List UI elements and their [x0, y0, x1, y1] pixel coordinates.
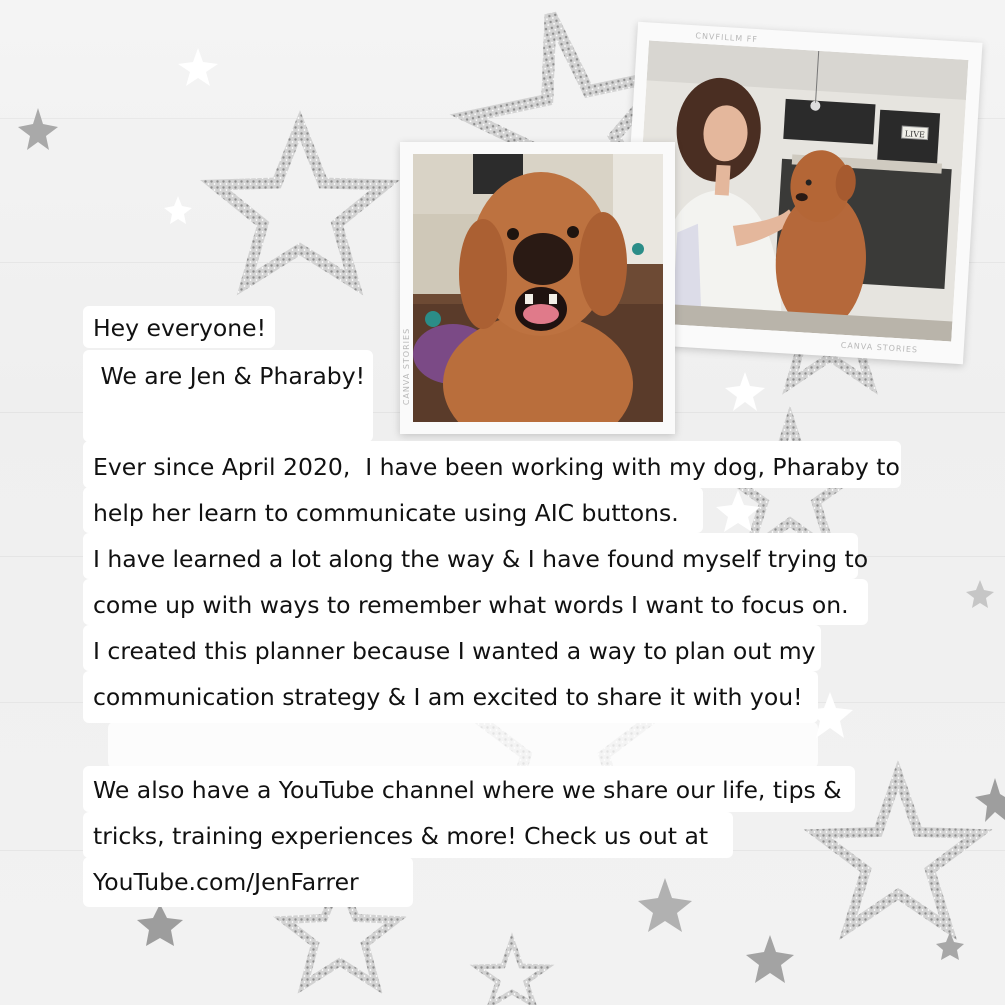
outline-star-icon [477, 940, 547, 1005]
solid-star-icon [746, 935, 794, 983]
white-star-icon [716, 490, 760, 532]
story-line: I created this planner because I wanted a way to plan out my [93, 637, 816, 665]
jen-and-pharaby-illustration [632, 40, 969, 341]
pharaby-illustration [413, 154, 663, 422]
youtube-line: tricks, training experiences & more! Check us out at [93, 822, 709, 850]
greeting-text: Hey everyone! [93, 314, 267, 342]
solid-star-icon [936, 932, 964, 960]
story-line: come up with ways to remember what words I want to focus on. [93, 591, 849, 619]
white-star-icon [178, 48, 218, 86]
pharaby-photo [400, 142, 675, 434]
kitchen-scene [632, 40, 969, 341]
youtube-link[interactable]: YouTube.com/JenFarrer [93, 868, 359, 896]
solid-star-icon [638, 878, 692, 932]
photo-film-tag: CNVFILLM FF [695, 31, 759, 45]
photo-brand-tag: CANVA STORIES [840, 340, 919, 355]
story-line: communication strategy & I am excited to share it with you! [93, 683, 803, 711]
story-line: Ever since April 2020, I have been working with my dog, Pharaby to [93, 453, 900, 481]
names-text: We are Jen & Pharaby! [93, 362, 366, 390]
solid-star-icon [18, 108, 58, 150]
solid-star-icon [137, 904, 183, 946]
white-star-icon [164, 196, 192, 224]
story-line: help her learn to communicate using AIC buttons. [93, 499, 679, 527]
wall-sign-text: LIVE [904, 129, 926, 140]
white-star-icon [725, 372, 765, 411]
photo-side-tag: CANVA STORIES [402, 327, 412, 406]
text-highlight [108, 722, 818, 768]
youtube-line: We also have a YouTube channel where we share our life, tips & [93, 776, 842, 804]
solid-star-icon [975, 778, 1005, 822]
solid-star-icon [966, 580, 994, 608]
outline-star-icon [215, 125, 385, 283]
story-line: I have learned a lot along the way & I have found myself trying to [93, 545, 869, 573]
dog-closeup-scene [413, 154, 663, 422]
